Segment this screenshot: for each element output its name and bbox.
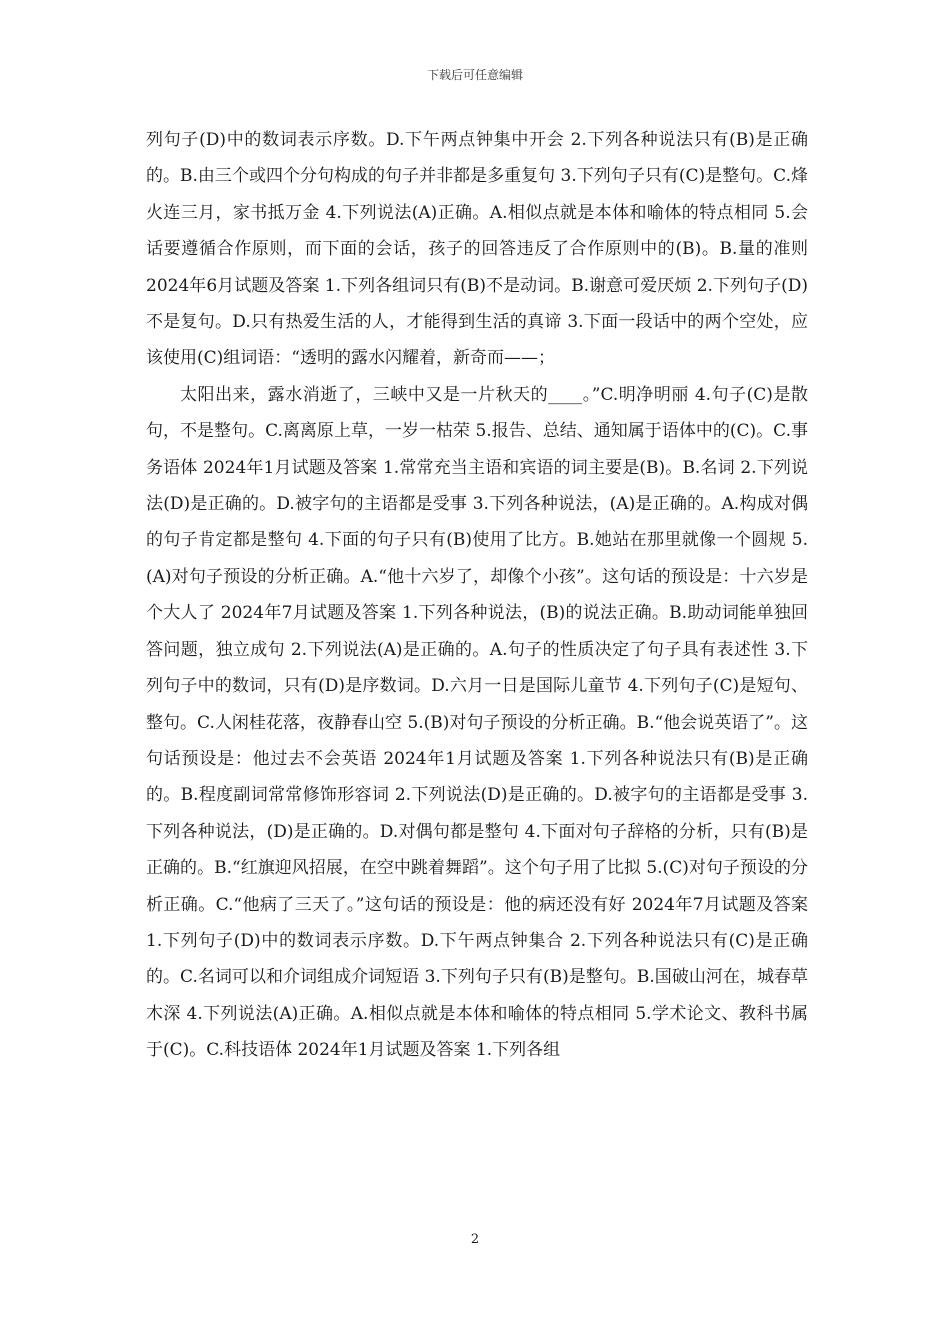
document-body bbox=[146, 122, 808, 1069]
paragraph: 列句子(D)中的数词表示序数。D.下午两点钟集中开会 2.下列各种说法只有(B)是正确的。B.由三个或四个分句构成的句子并非都是多重复句 3.下列句子只有(C)是整句。C.烽火连三月，家书抵万金 4.下列说法(A)正确。A.相似点就是本体和喻体的特点相同 5.会话要遵循合作原则，而下面的会话，孩子的回答违反了合作原则中的(B)。B.量的准则 2024年6月试题及答案 1.下列各组词只有(B)不是动词。B.谢意可爱厌烦 2.下列句子(D)不是复句。D.只有热爱生活的人，才能得到生活的真谛 3.下面一段话中的两个空处，应该使用(C)组词语：“透明的露水闪耀着，新奇而——； bbox=[146, 130, 808, 369]
paragraph: 太阳出来，露水消逝了，三峡中又是一片秋天的____。”C.明净明丽 4.句子(C)是散句，不是整句。C.离离原上草，一岁一枯荣 5.报告、总结、通知属于语体中的(C)。C.事务语体 2024年1月试题及答案 1.常常充当主语和宾语的词主要是(B)。B.名词 2.下列说法(D)是正确的。D.被字句的主语都是受事 3.下列各种说法，(A)是正确的。A.构成对偶的句子肯定都是整句 4.下面的句子只有(B)使用了比方。B.她站在那里就像一个圆规 5.(A)对句子预设的分析正确。A.“他十六岁了，却像个小孩”。这句话的预设是：十六岁是个大人了 2024年7月试题及答案 1.下列各种说法，(B)的说法正确。B.助动词能单独回答问题，独立成句 2.下列说法(A)是正确的。A.句子的性质决定了句子具有表述性 3.下列句子中的数词，只有(D)是序数词。D.六月一日是国际儿童节 4.下列句子(C)是短句、整句。C.人闲桂花落，夜静春山空 5.(B)对句子预设的分析正确。B.“他会说英语了”。这句话预设是：他过去不会英语 2024年1月试题及答案 1.下列各种说法只有(B)是正确的。B.程度副词常常修饰形容词 2.下列说法(D)是正确的。D.被字句的主语都是受事 3.下列各种说法，(D)是正确的。D.对偶句都是整句 4.下面对句子辞格的分析，只有(B)是正确的。B.“红旗迎风招展，在空中跳着舞蹈”。这个句子用了比拟 5.(C)对句子预设的分析正确。C.“他病了三天了。”这句话的预设是：他的病还没有好 2024年7月试题及答案 1.下列句子(D)中的数词表示序数。D.下午两点钟集合 2.下列各种说法只有(C)是正确的。C.名词可以和介词组成介词短语 3.下列句子只有(B)是整句。B.国破山河在，城春草木深 4.下列说法(A)正确。A.相似点就是本体和喻体的特点相同 5.学术论文、教科书属于(C)。C.科技语体 2024年1月试题及答案 1.下列各组 bbox=[146, 384, 808, 1061]
page-number: 2 bbox=[470, 1232, 480, 1247]
page-header: 下载后可任意编辑 bbox=[426, 68, 523, 82]
